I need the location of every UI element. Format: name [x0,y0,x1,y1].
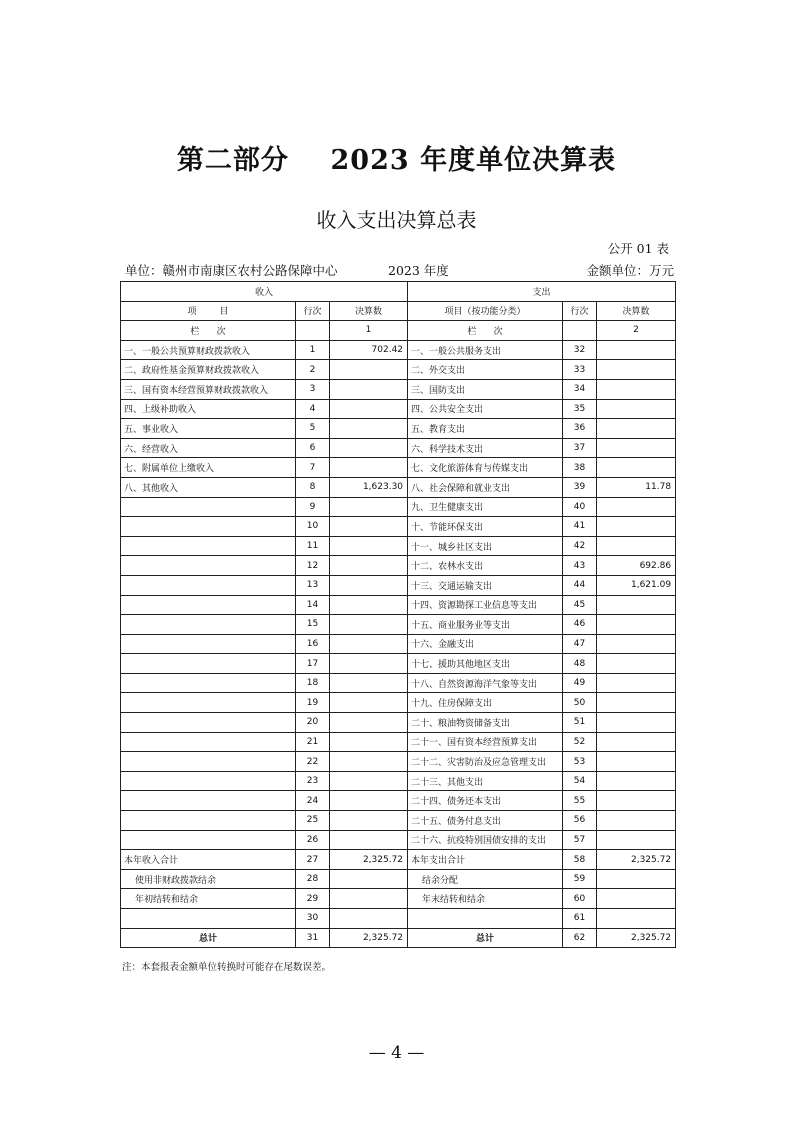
table-row [121,575,676,595]
income-item-cell [121,732,296,752]
expense-amount-cell [597,654,676,674]
table-row [121,438,676,458]
unit-label: 单位：赣州市南康区农村公路保障中心 [125,263,338,278]
income-item-cell [121,693,296,713]
expense-item-cell: 十九、住房保障支出 [408,693,563,713]
income-row-no-cell: 11 [296,536,330,556]
expense-amount-cell [597,615,676,635]
expense-amount-cell [597,693,676,713]
income-item-cell: 使用非财政拨款结余 [121,869,296,889]
table-row [121,399,676,419]
income-item-cell: 五、事业收入 [121,419,296,439]
table-row [121,909,676,929]
income-item-cell [121,752,296,772]
expense-item-cell: 二十、粮油物资储备支出 [408,713,563,733]
expense-row-no-cell: 51 [563,713,597,733]
col-item-func-header: 项目（按功能分类） [408,301,563,321]
income-item-cell [121,713,296,733]
expense-amount-cell: 2,325.72 [597,928,676,948]
expense-item-cell: 二十五、债务付息支出 [408,811,563,831]
income-amount-cell: 702.42 [330,340,408,360]
income-row-no-cell: 30 [296,909,330,929]
table-row [121,517,676,537]
income-amount-cell [330,811,408,831]
income-amount-cell [330,615,408,635]
table-row [121,634,676,654]
table-row [121,928,676,948]
income-amount-cell [330,379,408,399]
income-amount-cell: 1,623.30 [330,477,408,497]
income-amount-cell [330,517,408,537]
income-row-no-cell: 27 [296,850,330,870]
expense-item-cell: 三、国防支出 [408,379,563,399]
page-title: 第二部分 2023 年度单位决算表 [176,145,617,176]
income-amount-cell [330,693,408,713]
table-row [121,556,676,576]
income-amount-cell [330,419,408,439]
income-row-no-cell: 26 [296,830,330,850]
income-item-cell [121,536,296,556]
expense-item-cell: 二、外交支出 [408,360,563,380]
income-row-no-cell: 19 [296,693,330,713]
income-amount-cell [330,575,408,595]
income-amount-cell [330,830,408,850]
expense-item-cell: 六、科学技术支出 [408,438,563,458]
table-row [121,615,676,635]
expense-item-cell: 二十四、债务还本支出 [408,791,563,811]
income-row-no-cell: 4 [296,399,330,419]
expense-item-cell: 二十三、其他支出 [408,771,563,791]
expense-amount-cell [597,419,676,439]
expense-item-cell: 十六、金融支出 [408,634,563,654]
expense-row-no-cell: 46 [563,615,597,635]
income-row-no-cell: 18 [296,673,330,693]
income-item-cell [121,771,296,791]
income-row-no-cell: 17 [296,654,330,674]
income-amount-cell [330,889,408,909]
expense-row-no-cell: 37 [563,438,597,458]
lanci-right-blank [563,321,597,341]
income-row-no-cell: 28 [296,869,330,889]
expense-amount-cell: 1,621.09 [597,575,676,595]
expense-item-cell: 九、卫生健康支出 [408,497,563,517]
expense-item-cell: 本年支出合计 [408,850,563,870]
income-amount-cell [330,497,408,517]
income-amount-cell [330,771,408,791]
income-row-no-cell: 5 [296,419,330,439]
expense-amount-cell [597,340,676,360]
expense-row-no-cell: 33 [563,360,597,380]
income-amount-cell [330,438,408,458]
income-item-cell: 总计 [121,928,296,948]
income-row-no-cell: 22 [296,752,330,772]
expense-row-no-cell: 38 [563,458,597,478]
expense-row-no-cell: 49 [563,673,597,693]
table-row [121,811,676,831]
income-item-cell: 二、政府性基金预算财政拨款收入 [121,360,296,380]
income-item-cell: 六、经营收入 [121,438,296,458]
table-row [121,360,676,380]
col-amount-header: 决算数 [330,301,408,321]
table-row [121,340,676,360]
income-row-no-cell: 31 [296,928,330,948]
expense-row-no-cell: 55 [563,791,597,811]
table-row [121,536,676,556]
expense-item-cell: 十二、农林水支出 [408,556,563,576]
expense-item-cell: 结余分配 [408,869,563,889]
table-row [121,771,676,791]
group-header-row [121,282,676,302]
expense-item-cell: 十五、商业服务业等支出 [408,615,563,635]
expense-amount-cell [597,732,676,752]
income-row-no-cell: 9 [296,497,330,517]
income-amount-cell [330,713,408,733]
income-amount-cell [330,791,408,811]
income-item-cell: 八、其他收入 [121,477,296,497]
table-title: 收入支出决算总表 [316,208,477,232]
table-row [121,458,676,478]
expense-item-cell: 十七、援助其他地区支出 [408,654,563,674]
income-item-cell [121,673,296,693]
expense-row-no-cell: 40 [563,497,597,517]
col-amount2-header: 决算数 [597,301,676,321]
year-label: 2023 年度 [388,263,449,278]
col-row-header: 行次 [296,301,330,321]
income-item-cell [121,811,296,831]
income-row-no-cell: 24 [296,791,330,811]
expense-item-cell: 十三、交通运输支出 [408,575,563,595]
expense-item-cell: 年末结转和结余 [408,889,563,909]
income-item-cell [121,556,296,576]
lanci-right-num: 2 [597,321,676,341]
expense-amount-cell: 692.86 [597,556,676,576]
income-row-no-cell: 15 [296,615,330,635]
expense-row-no-cell: 36 [563,419,597,439]
income-item-cell [121,634,296,654]
expense-row-no-cell: 61 [563,909,597,929]
table-code: 公开 01 表 [607,241,669,256]
income-item-cell [121,909,296,929]
income-row-no-cell: 29 [296,889,330,909]
expense-row-no-cell: 60 [563,889,597,909]
expense-amount-cell [597,399,676,419]
table-row [121,673,676,693]
income-amount-cell [330,458,408,478]
income-row-no-cell: 10 [296,517,330,537]
table-row [121,497,676,517]
expense-item-cell: 七、文化旅游体育与传媒支出 [408,458,563,478]
lanci-row [121,321,676,341]
income-item-cell [121,497,296,517]
footnote: 注：本套报表金额单位转换时可能存在尾数误差。 [122,962,332,973]
income-row-no-cell: 12 [296,556,330,576]
lanci-left-num: 1 [330,321,408,341]
income-amount-cell: 2,325.72 [330,928,408,948]
income-row-no-cell: 25 [296,811,330,831]
income-item-cell [121,791,296,811]
expense-amount-cell [597,634,676,654]
expense-row-no-cell: 54 [563,771,597,791]
expense-row-no-cell: 62 [563,928,597,948]
income-amount-cell [330,595,408,615]
income-amount-cell: 2,325.72 [330,850,408,870]
expense-item-cell: 十四、资源勘探工业信息等支出 [408,595,563,615]
income-row-no-cell: 21 [296,732,330,752]
expense-row-no-cell: 53 [563,752,597,772]
expense-amount-cell [597,889,676,909]
income-amount-cell [330,536,408,556]
income-row-no-cell: 3 [296,379,330,399]
expense-row-no-cell: 48 [563,654,597,674]
income-amount-cell [330,869,408,889]
income-item-cell [121,615,296,635]
expense-item-cell: 二十六、抗疫特别国债安排的支出 [408,830,563,850]
expense-amount-cell [597,379,676,399]
income-row-no-cell: 2 [296,360,330,380]
expense-item-cell: 一、一般公共服务支出 [408,340,563,360]
expense-row-no-cell: 42 [563,536,597,556]
table-row [121,850,676,870]
expense-item-cell: 十、节能环保支出 [408,517,563,537]
lanci-left-blank [296,321,330,341]
expense-row-no-cell: 57 [563,830,597,850]
expense-amount-cell [597,458,676,478]
expense-group-header: 支出 [408,282,676,302]
expense-row-no-cell: 52 [563,732,597,752]
table-row [121,889,676,909]
expense-amount-cell [597,360,676,380]
expense-row-no-cell: 44 [563,575,597,595]
page-number: — 4 — [368,1043,425,1063]
expense-amount-cell: 2,325.72 [597,850,676,870]
amount-unit-label: 金额单位：万元 [586,263,674,278]
expense-item-cell: 十八、自然资源海洋气象等支出 [408,673,563,693]
income-expense-table [120,281,676,948]
table-row [121,869,676,889]
income-row-no-cell: 7 [296,458,330,478]
expense-amount-cell [597,869,676,889]
expense-amount-cell [597,673,676,693]
table-row [121,752,676,772]
table-row [121,419,676,439]
expense-amount-cell: 11.78 [597,477,676,497]
expense-amount-cell [597,497,676,517]
income-row-no-cell: 23 [296,771,330,791]
table-row [121,477,676,497]
income-row-no-cell: 20 [296,713,330,733]
income-item-cell: 三、国有资本经营预算财政拨款收入 [121,379,296,399]
expense-row-no-cell: 32 [563,340,597,360]
expense-amount-cell [597,771,676,791]
income-amount-cell [330,399,408,419]
expense-amount-cell [597,595,676,615]
income-amount-cell [330,654,408,674]
income-amount-cell [330,752,408,772]
expense-item-cell: 五、教育支出 [408,419,563,439]
expense-amount-cell [597,909,676,929]
income-item-cell [121,517,296,537]
income-row-no-cell: 13 [296,575,330,595]
col-item-header: 项 目 [121,301,296,321]
table-row [121,654,676,674]
income-item-cell [121,575,296,595]
income-row-no-cell: 16 [296,634,330,654]
expense-row-no-cell: 47 [563,634,597,654]
expense-amount-cell [597,830,676,850]
col-row2-header: 行次 [563,301,597,321]
expense-item-cell [408,909,563,929]
expense-item-cell: 四、公共安全支出 [408,399,563,419]
table-row [121,830,676,850]
expense-item-cell: 八、社会保障和就业支出 [408,477,563,497]
table-row [121,732,676,752]
expense-item-cell: 二十一、国有资本经营预算支出 [408,732,563,752]
income-amount-cell [330,360,408,380]
income-item-cell: 年初结转和结余 [121,889,296,909]
income-item-cell [121,595,296,615]
expense-row-no-cell: 59 [563,869,597,889]
income-item-cell [121,654,296,674]
table-row [121,713,676,733]
table-row [121,595,676,615]
expense-amount-cell [597,752,676,772]
expense-amount-cell [597,811,676,831]
table-row [121,693,676,713]
income-amount-cell [330,673,408,693]
expense-row-no-cell: 56 [563,811,597,831]
table-row [121,379,676,399]
income-item-cell: 一、一般公共预算财政拨款收入 [121,340,296,360]
income-row-no-cell: 6 [296,438,330,458]
income-amount-cell [330,556,408,576]
expense-item-cell: 二十二、灾害防治及应急管理支出 [408,752,563,772]
income-row-no-cell: 1 [296,340,330,360]
expense-row-no-cell: 43 [563,556,597,576]
expense-amount-cell [597,517,676,537]
expense-row-no-cell: 58 [563,850,597,870]
expense-row-no-cell: 34 [563,379,597,399]
lanci-right: 栏 次 [408,321,563,341]
income-group-header: 收入 [121,282,408,302]
income-item-cell: 七、附属单位上缴收入 [121,458,296,478]
expense-amount-cell [597,438,676,458]
expense-row-no-cell: 50 [563,693,597,713]
income-amount-cell [330,732,408,752]
income-amount-cell [330,634,408,654]
expense-row-no-cell: 35 [563,399,597,419]
income-item-cell: 四、上级补助收入 [121,399,296,419]
expense-row-no-cell: 45 [563,595,597,615]
column-header-row [121,301,676,321]
expense-amount-cell [597,713,676,733]
income-row-no-cell: 14 [296,595,330,615]
income-item-cell [121,830,296,850]
income-row-no-cell: 8 [296,477,330,497]
income-item-cell: 本年收入合计 [121,850,296,870]
expense-row-no-cell: 41 [563,517,597,537]
expense-item-cell: 十一、城乡社区支出 [408,536,563,556]
expense-item-cell: 总计 [408,928,563,948]
expense-amount-cell [597,791,676,811]
lanci-left: 栏 次 [121,321,296,341]
table-row [121,791,676,811]
expense-row-no-cell: 39 [563,477,597,497]
expense-amount-cell [597,536,676,556]
income-amount-cell [330,909,408,929]
